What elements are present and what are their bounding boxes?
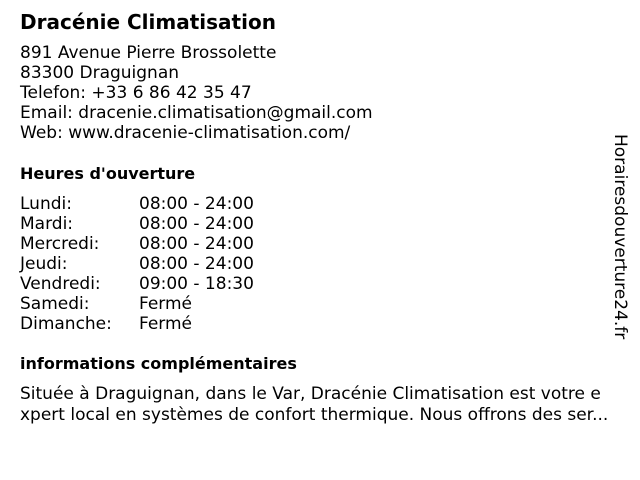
time-value: 08:00 - 24:00: [139, 234, 254, 254]
day-label: Lundi:: [20, 194, 72, 214]
business-name: Dracénie Climatisation: [20, 10, 276, 34]
day-label: Mardi:: [20, 214, 74, 234]
additional-info-heading: informations complémentaires: [20, 354, 297, 373]
day-label: Mercredi:: [20, 234, 100, 254]
contact-block: [20, 43, 373, 143]
address-city: 83300 Draguignan: [20, 63, 180, 83]
day-label: Samedi:: [20, 294, 90, 314]
site-watermark: Horairesdouverture24.fr: [610, 134, 630, 340]
email-line: Email: dracenie.climatisation@gmail.com: [20, 103, 373, 123]
address-street: 891 Avenue Pierre Brossolette: [20, 43, 277, 63]
web-line: Web: www.dracenie-climatisation.com/: [20, 123, 351, 143]
day-label: Jeudi:: [20, 254, 68, 274]
day-label: Dimanche:: [20, 314, 112, 334]
time-value: Fermé: [139, 294, 193, 314]
time-value: 08:00 - 24:00: [139, 194, 254, 214]
business-description: [20, 384, 630, 426]
time-value: 08:00 - 24:00: [139, 214, 254, 234]
opening-hours-heading: Heures d'ouverture: [20, 164, 196, 183]
time-value: Fermé: [139, 314, 193, 334]
day-label: Vendredi:: [20, 274, 101, 294]
time-value: 08:00 - 24:00: [139, 254, 254, 274]
description-line-2: xpert local en systèmes de confort thermique. Nous offrons des ser...: [20, 405, 609, 425]
time-value: 09:00 - 18:30: [139, 274, 254, 294]
phone-line: Telefon: +33 6 86 42 35 47: [20, 83, 252, 103]
description-line-1: Située à Draguignan, dans le Var, Dracénie Climatisation est votre e: [20, 384, 601, 404]
